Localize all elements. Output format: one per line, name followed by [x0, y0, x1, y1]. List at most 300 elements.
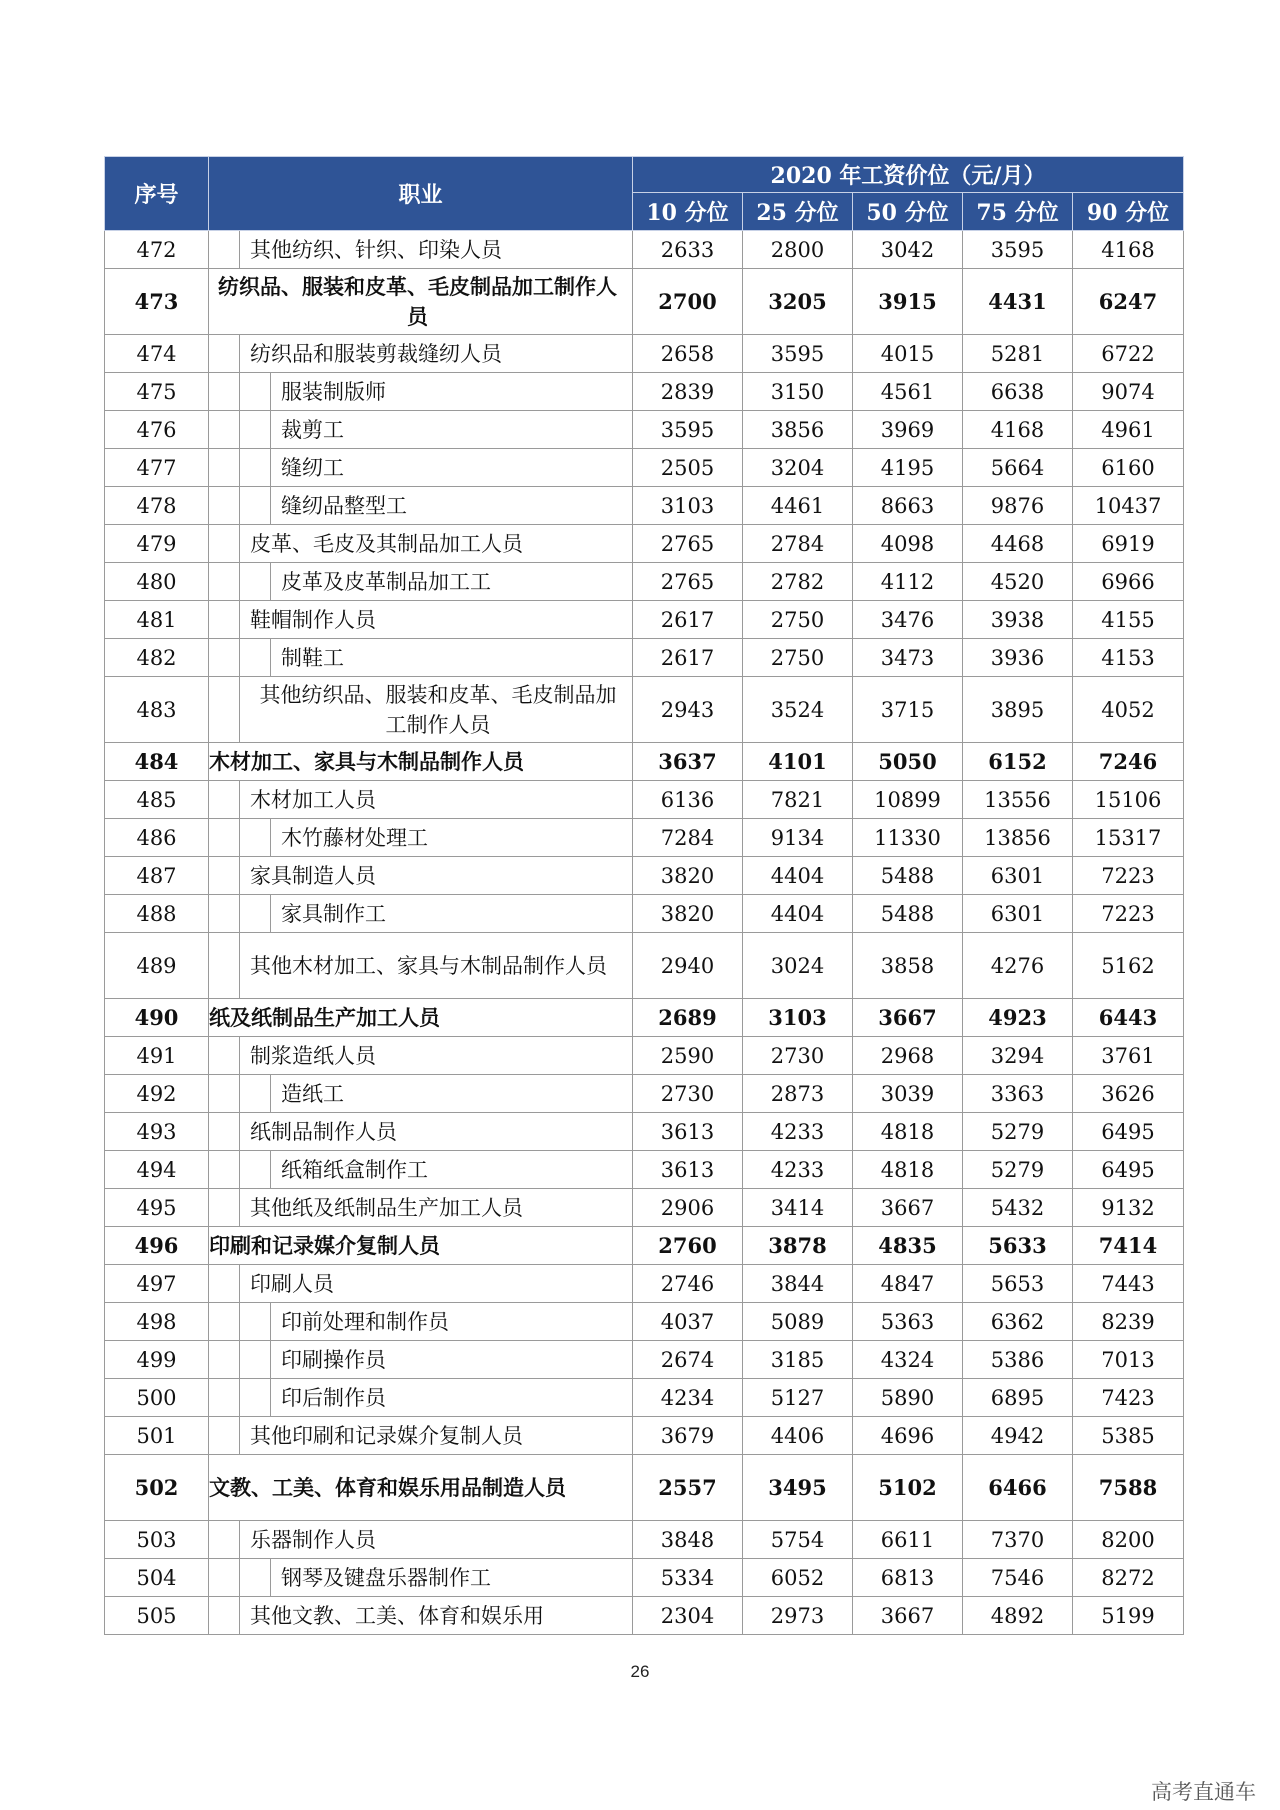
p50-value: 5488 — [853, 857, 963, 895]
table-row — [105, 449, 1184, 487]
row-index: 500 — [105, 1379, 209, 1417]
p10-value: 2617 — [633, 639, 743, 677]
table-row — [105, 601, 1184, 639]
indent-guide — [209, 1151, 240, 1188]
p25-value: 3878 — [743, 1227, 853, 1265]
occupation-name: 造纸工 — [281, 1081, 344, 1106]
p50-value: 4112 — [853, 563, 963, 601]
header-p10: 10 分位 — [633, 193, 743, 231]
occupation-name: 皮革、毛皮及其制品加工人员 — [250, 531, 523, 556]
p75-value: 7546 — [963, 1559, 1073, 1597]
p75-value: 9876 — [963, 487, 1073, 525]
p90-value: 4961 — [1073, 411, 1184, 449]
p25-value: 3595 — [743, 335, 853, 373]
row-index: 477 — [105, 449, 209, 487]
occupation-cell — [209, 895, 633, 933]
occupation-name: 家具制作工 — [281, 901, 386, 926]
occupation-cell — [209, 1303, 633, 1341]
table-row — [105, 819, 1184, 857]
p25-value: 4461 — [743, 487, 853, 525]
occupation-name: 制鞋工 — [281, 645, 344, 670]
p50-value: 4835 — [853, 1227, 963, 1265]
p10-value: 6136 — [633, 781, 743, 819]
indent-guide — [240, 895, 271, 932]
occupation-cell — [209, 449, 633, 487]
row-index: 497 — [105, 1265, 209, 1303]
indent-guide — [209, 411, 240, 448]
table-row — [105, 857, 1184, 895]
p10-value: 2304 — [633, 1597, 743, 1635]
indent-guide — [209, 563, 240, 600]
p75-value: 4892 — [963, 1597, 1073, 1635]
p50-value: 3715 — [853, 677, 963, 743]
indent-guide — [240, 1075, 271, 1112]
p90-value: 7223 — [1073, 895, 1184, 933]
indent-guide — [240, 819, 271, 856]
occupation-cell — [209, 525, 633, 563]
p50-value: 4561 — [853, 373, 963, 411]
indent-guide — [209, 231, 240, 268]
table-row — [105, 895, 1184, 933]
row-index: 487 — [105, 857, 209, 895]
row-index: 475 — [105, 373, 209, 411]
indent-guide — [209, 895, 240, 932]
p50-value: 6813 — [853, 1559, 963, 1597]
occupation-name: 纺织品、服装和皮革、毛皮制品加工制作人员 — [218, 273, 617, 329]
indent-guide — [209, 1379, 240, 1416]
p90-value: 3761 — [1073, 1037, 1184, 1075]
p10-value: 3637 — [633, 743, 743, 781]
page-number: 26 — [630, 1662, 650, 1681]
occupation-cell — [209, 487, 633, 525]
p75-value: 5664 — [963, 449, 1073, 487]
occupation-cell — [209, 1075, 633, 1113]
p10-value: 4234 — [633, 1379, 743, 1417]
p25-value: 6052 — [743, 1559, 853, 1597]
p50-value: 4195 — [853, 449, 963, 487]
occupation-cell — [209, 1189, 633, 1227]
p10-value: 5334 — [633, 1559, 743, 1597]
p25-value: 2784 — [743, 525, 853, 563]
p10-value: 2940 — [633, 933, 743, 999]
indent-guide — [240, 373, 271, 410]
wage-table-container — [104, 156, 1183, 1635]
p10-value: 2505 — [633, 449, 743, 487]
p90-value: 8200 — [1073, 1521, 1184, 1559]
occupation-cell — [209, 1151, 633, 1189]
p75-value: 4468 — [963, 525, 1073, 563]
p25-value: 2730 — [743, 1037, 853, 1075]
p75-value: 5281 — [963, 335, 1073, 373]
indent-guide — [209, 857, 240, 894]
p75-value: 5386 — [963, 1341, 1073, 1379]
p90-value: 6443 — [1073, 999, 1184, 1037]
p10-value: 2839 — [633, 373, 743, 411]
indent-guide — [209, 525, 240, 562]
indent-guide — [240, 639, 271, 676]
p90-value: 15317 — [1073, 819, 1184, 857]
table-row — [105, 231, 1184, 269]
p75-value: 3938 — [963, 601, 1073, 639]
p10-value: 2557 — [633, 1455, 743, 1521]
row-index: 484 — [105, 743, 209, 781]
p90-value: 8239 — [1073, 1303, 1184, 1341]
occupation-name: 制浆造纸人员 — [250, 1043, 376, 1068]
table-row — [105, 1303, 1184, 1341]
p50-value: 5488 — [853, 895, 963, 933]
indent-guide — [209, 601, 240, 638]
p10-value: 2617 — [633, 601, 743, 639]
occupation-cell — [209, 1341, 633, 1379]
occupation-name: 木竹藤材处理工 — [281, 825, 428, 850]
p25-value: 3024 — [743, 933, 853, 999]
p10-value: 3103 — [633, 487, 743, 525]
table-row — [105, 411, 1184, 449]
p50-value: 10899 — [853, 781, 963, 819]
table-row — [105, 1075, 1184, 1113]
occupation-cell — [209, 999, 633, 1037]
indent-guide — [209, 1417, 240, 1454]
p25-value: 2873 — [743, 1075, 853, 1113]
row-index: 495 — [105, 1189, 209, 1227]
p50-value: 8663 — [853, 487, 963, 525]
indent-guide — [209, 1521, 240, 1558]
row-index: 488 — [105, 895, 209, 933]
p90-value: 15106 — [1073, 781, 1184, 819]
indent-guide — [240, 411, 271, 448]
occupation-name: 其他纸及纸制品生产加工人员 — [250, 1195, 523, 1220]
table-body — [105, 231, 1184, 1635]
p10-value: 7284 — [633, 819, 743, 857]
p25-value: 3414 — [743, 1189, 853, 1227]
row-index: 479 — [105, 525, 209, 563]
table-row — [105, 743, 1184, 781]
p90-value: 7414 — [1073, 1227, 1184, 1265]
occupation-name: 家具制造人员 — [250, 863, 376, 888]
header-p50: 50 分位 — [853, 193, 963, 231]
table-row — [105, 373, 1184, 411]
indent-guide — [209, 373, 240, 410]
indent-guide — [240, 1559, 271, 1596]
table-row — [105, 639, 1184, 677]
p75-value: 4923 — [963, 999, 1073, 1037]
row-index: 476 — [105, 411, 209, 449]
table-row — [105, 1151, 1184, 1189]
header-wage-group: 2020 年工资价位（元/月） — [633, 157, 1184, 193]
p50-value: 2968 — [853, 1037, 963, 1075]
occupation-name: 缝纫工 — [281, 455, 344, 480]
p90-value: 7013 — [1073, 1341, 1184, 1379]
row-index: 485 — [105, 781, 209, 819]
indent-guide — [209, 487, 240, 524]
p25-value: 2750 — [743, 601, 853, 639]
p50-value: 3667 — [853, 999, 963, 1037]
indent-guide — [209, 819, 240, 856]
indent-guide — [240, 449, 271, 486]
p25-value: 4406 — [743, 1417, 853, 1455]
indent-guide — [209, 1559, 240, 1596]
p25-value: 5754 — [743, 1521, 853, 1559]
table-row — [105, 1341, 1184, 1379]
occupation-cell — [209, 601, 633, 639]
indent-guide — [209, 1265, 240, 1302]
p75-value: 13556 — [963, 781, 1073, 819]
occupation-cell — [209, 1597, 633, 1635]
occupation-name: 其他纺织品、服装和皮革、毛皮制品加工制作人员 — [259, 682, 617, 737]
p50-value: 3473 — [853, 639, 963, 677]
row-index: 482 — [105, 639, 209, 677]
p10-value: 2674 — [633, 1341, 743, 1379]
p25-value: 5127 — [743, 1379, 853, 1417]
p25-value: 3524 — [743, 677, 853, 743]
p75-value: 6301 — [963, 895, 1073, 933]
p50-value: 6611 — [853, 1521, 963, 1559]
p10-value: 2700 — [633, 269, 743, 335]
indent-guide — [240, 487, 271, 524]
p90-value: 6495 — [1073, 1113, 1184, 1151]
p50-value: 3915 — [853, 269, 963, 335]
p90-value: 5199 — [1073, 1597, 1184, 1635]
occupation-name: 缝纫品整型工 — [281, 493, 407, 518]
row-index: 496 — [105, 1227, 209, 1265]
p90-value: 6919 — [1073, 525, 1184, 563]
header-index: 序号 — [105, 157, 209, 231]
header-occupation: 职业 — [209, 157, 633, 231]
p50-value: 3969 — [853, 411, 963, 449]
table-row — [105, 999, 1184, 1037]
p75-value: 4276 — [963, 933, 1073, 999]
row-index: 481 — [105, 601, 209, 639]
indent-guide — [209, 639, 240, 676]
p10-value: 3613 — [633, 1151, 743, 1189]
p75-value: 6362 — [963, 1303, 1073, 1341]
p25-value: 4404 — [743, 895, 853, 933]
p10-value: 3820 — [633, 895, 743, 933]
indent-guide — [240, 1151, 271, 1188]
p90-value: 8272 — [1073, 1559, 1184, 1597]
occupation-name: 印前处理和制作员 — [281, 1309, 449, 1334]
occupation-name: 其他木材加工、家具与木制品制作人员 — [250, 953, 607, 978]
p75-value: 4431 — [963, 269, 1073, 335]
occupation-cell — [209, 857, 633, 895]
p50-value: 4324 — [853, 1341, 963, 1379]
occupation-cell — [209, 1379, 633, 1417]
p75-value: 6895 — [963, 1379, 1073, 1417]
occupation-name: 纺织品和服装剪裁缝纫人员 — [250, 341, 502, 366]
watermark: 高考直通车 — [1151, 1780, 1256, 1804]
occupation-name: 印刷操作员 — [281, 1347, 386, 1372]
p50-value: 3667 — [853, 1189, 963, 1227]
table-row — [105, 1559, 1184, 1597]
occupation-name: 其他文教、工美、体育和娱乐用 — [250, 1603, 544, 1628]
row-index: 472 — [105, 231, 209, 269]
row-index: 502 — [105, 1455, 209, 1521]
p90-value: 3626 — [1073, 1075, 1184, 1113]
indent-guide — [209, 1189, 240, 1226]
p75-value: 3363 — [963, 1075, 1073, 1113]
indent-guide — [209, 449, 240, 486]
occupation-cell — [209, 1265, 633, 1303]
p25-value: 2800 — [743, 231, 853, 269]
indent-guide — [209, 677, 240, 742]
occupation-name: 印后制作员 — [281, 1385, 386, 1410]
table-row — [105, 1265, 1184, 1303]
row-index: 504 — [105, 1559, 209, 1597]
table-row — [105, 933, 1184, 999]
p25-value: 3495 — [743, 1455, 853, 1521]
row-index: 498 — [105, 1303, 209, 1341]
p75-value: 5653 — [963, 1265, 1073, 1303]
occupation-cell — [209, 933, 633, 999]
table-row — [105, 1521, 1184, 1559]
occupation-name: 乐器制作人员 — [250, 1527, 376, 1552]
row-index: 491 — [105, 1037, 209, 1075]
table-row — [105, 335, 1184, 373]
p50-value: 4015 — [853, 335, 963, 373]
table-row — [105, 487, 1184, 525]
occupation-cell — [209, 411, 633, 449]
occupation-cell — [209, 1559, 633, 1597]
occupation-cell — [209, 1521, 633, 1559]
indent-guide — [209, 933, 240, 998]
table-row — [105, 1113, 1184, 1151]
occupation-cell — [209, 373, 633, 411]
occupation-name: 鞋帽制作人员 — [250, 607, 376, 632]
p25-value: 3844 — [743, 1265, 853, 1303]
occupation-name: 钢琴及键盘乐器制作工 — [281, 1565, 491, 1590]
p25-value: 4233 — [743, 1151, 853, 1189]
p50-value: 11330 — [853, 819, 963, 857]
row-index: 494 — [105, 1151, 209, 1189]
p50-value: 5050 — [853, 743, 963, 781]
row-index: 503 — [105, 1521, 209, 1559]
p90-value: 7588 — [1073, 1455, 1184, 1521]
p90-value: 7246 — [1073, 743, 1184, 781]
row-index: 489 — [105, 933, 209, 999]
p50-value: 3858 — [853, 933, 963, 999]
p75-value: 6301 — [963, 857, 1073, 895]
p25-value: 3103 — [743, 999, 853, 1037]
p75-value: 4168 — [963, 411, 1073, 449]
header-p75: 75 分位 — [963, 193, 1073, 231]
row-index: 474 — [105, 335, 209, 373]
row-index: 501 — [105, 1417, 209, 1455]
p10-value: 4037 — [633, 1303, 743, 1341]
p75-value: 3294 — [963, 1037, 1073, 1075]
occupation-cell — [209, 1455, 633, 1521]
p10-value: 2658 — [633, 335, 743, 373]
occupation-name: 木材加工、家具与木制品制作人员 — [209, 748, 524, 774]
p50-value: 4818 — [853, 1151, 963, 1189]
table-row — [105, 563, 1184, 601]
p25-value: 2973 — [743, 1597, 853, 1635]
indent-guide — [240, 1303, 271, 1340]
p90-value: 4153 — [1073, 639, 1184, 677]
p50-value: 5890 — [853, 1379, 963, 1417]
p10-value: 2765 — [633, 563, 743, 601]
p50-value: 3476 — [853, 601, 963, 639]
p25-value: 4101 — [743, 743, 853, 781]
row-index: 490 — [105, 999, 209, 1037]
occupation-cell — [209, 231, 633, 269]
occupation-cell — [209, 1227, 633, 1265]
indent-guide — [209, 1113, 240, 1150]
occupation-cell — [209, 1037, 633, 1075]
table-row — [105, 1227, 1184, 1265]
indent-guide — [209, 1597, 240, 1634]
occupation-cell — [209, 743, 633, 781]
p10-value: 2689 — [633, 999, 743, 1037]
p25-value: 2782 — [743, 563, 853, 601]
p10-value: 2765 — [633, 525, 743, 563]
p50-value: 5363 — [853, 1303, 963, 1341]
row-index: 486 — [105, 819, 209, 857]
occupation-name: 皮革及皮革制品加工工 — [281, 569, 491, 594]
p90-value: 7223 — [1073, 857, 1184, 895]
header-p25: 25 分位 — [743, 193, 853, 231]
occupation-name: 印刷和记录媒介复制人员 — [209, 1232, 440, 1258]
p25-value: 3856 — [743, 411, 853, 449]
occupation-name: 纸制品制作人员 — [250, 1119, 397, 1144]
p75-value: 4942 — [963, 1417, 1073, 1455]
table-row — [105, 1417, 1184, 1455]
table-row — [105, 677, 1184, 743]
row-index: 492 — [105, 1075, 209, 1113]
p50-value: 4696 — [853, 1417, 963, 1455]
p75-value: 3895 — [963, 677, 1073, 743]
p75-value: 13856 — [963, 819, 1073, 857]
table-row — [105, 1379, 1184, 1417]
row-index: 505 — [105, 1597, 209, 1635]
indent-guide — [209, 1075, 240, 1112]
p90-value: 9132 — [1073, 1189, 1184, 1227]
row-index: 483 — [105, 677, 209, 743]
p90-value: 4052 — [1073, 677, 1184, 743]
occupation-name: 裁剪工 — [281, 417, 344, 442]
indent-guide — [240, 563, 271, 600]
p10-value: 3848 — [633, 1521, 743, 1559]
occupation-cell — [209, 1113, 633, 1151]
p75-value: 5633 — [963, 1227, 1073, 1265]
p90-value: 5162 — [1073, 933, 1184, 999]
occupation-name: 文教、工美、体育和娱乐用品制造人员 — [209, 1474, 566, 1500]
table-row — [105, 1037, 1184, 1075]
p10-value: 2746 — [633, 1265, 743, 1303]
p25-value: 3204 — [743, 449, 853, 487]
p75-value: 6466 — [963, 1455, 1073, 1521]
p75-value: 5279 — [963, 1113, 1073, 1151]
p75-value: 3595 — [963, 231, 1073, 269]
p25-value: 2750 — [743, 639, 853, 677]
p25-value: 4233 — [743, 1113, 853, 1151]
table-row — [105, 269, 1184, 335]
p90-value: 7423 — [1073, 1379, 1184, 1417]
row-index: 480 — [105, 563, 209, 601]
p90-value: 7443 — [1073, 1265, 1184, 1303]
occupation-name: 服装制版师 — [281, 379, 386, 404]
occupation-cell — [209, 819, 633, 857]
p25-value: 7821 — [743, 781, 853, 819]
p25-value: 3150 — [743, 373, 853, 411]
p10-value: 3613 — [633, 1113, 743, 1151]
p75-value: 6152 — [963, 743, 1073, 781]
occupation-cell — [209, 677, 633, 743]
table-row — [105, 1597, 1184, 1635]
table-row — [105, 1189, 1184, 1227]
row-index: 499 — [105, 1341, 209, 1379]
p50-value: 5102 — [853, 1455, 963, 1521]
p10-value: 3679 — [633, 1417, 743, 1455]
